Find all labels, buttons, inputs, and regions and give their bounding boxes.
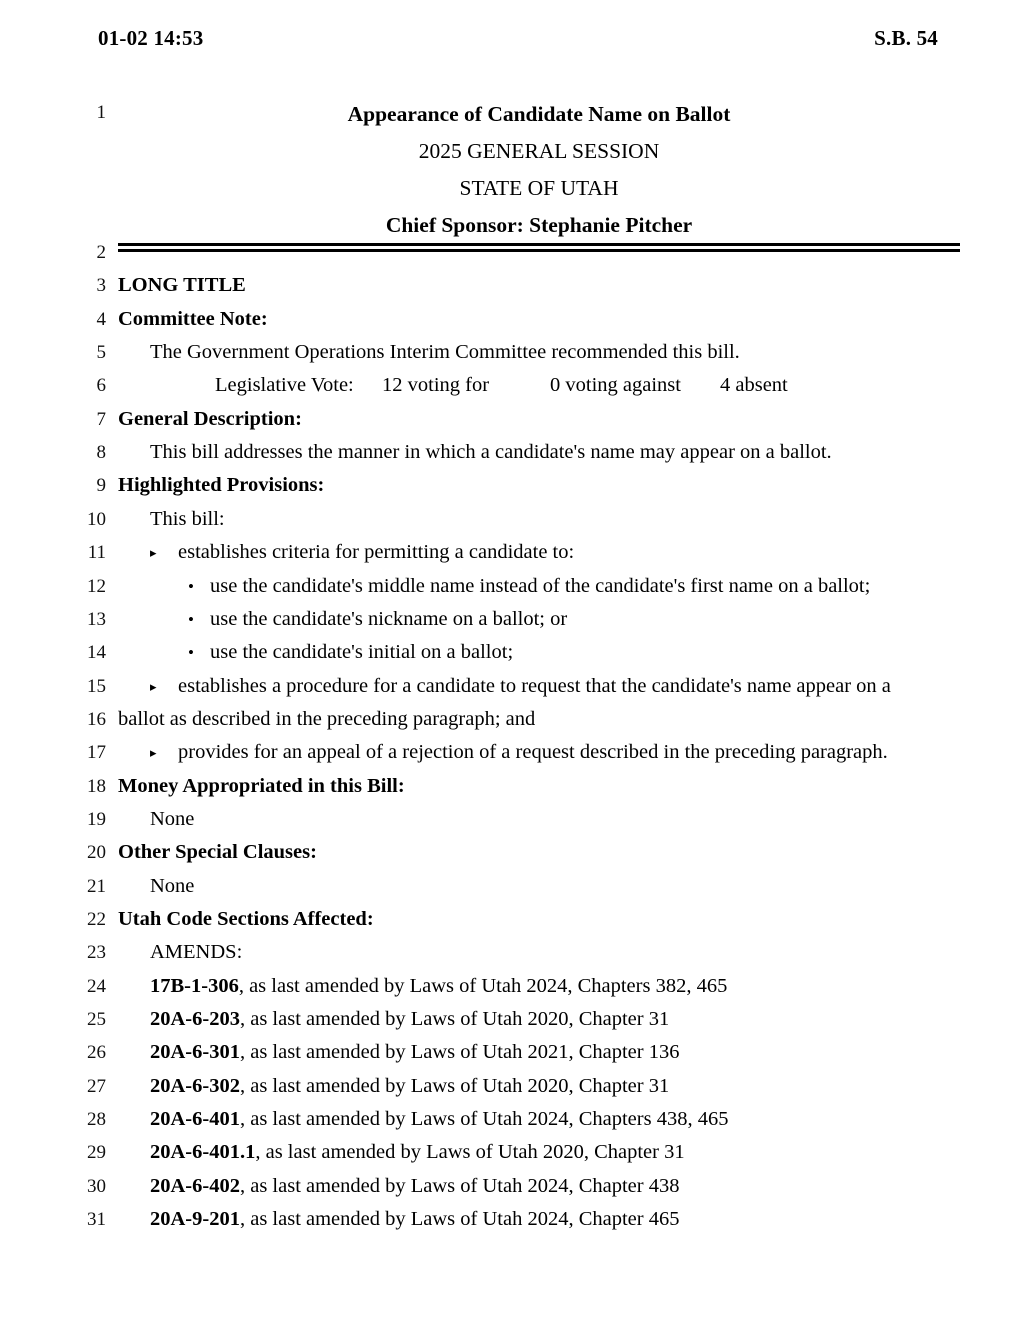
bill-line <box>0 670 1024 703</box>
section-heading: General Description: <box>118 407 302 430</box>
line-number: 23 <box>87 942 106 964</box>
code-section-number: 20A-6-203 <box>150 1008 240 1031</box>
code-section-entry <box>150 1136 1004 1169</box>
line-number: 26 <box>87 1042 106 1064</box>
bill-line <box>0 469 1024 502</box>
line-number: 2 <box>96 242 106 263</box>
code-section-entry <box>150 970 1004 1003</box>
bill-line <box>0 770 1024 803</box>
code-section-entry <box>150 1003 1004 1036</box>
bill-line-text: None <box>150 874 195 897</box>
bill-line <box>0 269 1024 302</box>
code-section-citation: , as last amended by Laws of Utah 2024, Chapters 382, 465 <box>238 974 728 997</box>
dot-bullet-icon: • <box>188 643 194 663</box>
line-number: 24 <box>87 975 106 997</box>
line-number: 11 <box>87 542 106 564</box>
section-heading: LONG TITLE <box>118 274 246 297</box>
code-section-entry <box>150 1103 1004 1136</box>
bill-line <box>0 1003 1024 1036</box>
line-number: 29 <box>87 1142 106 1164</box>
line-number: 25 <box>87 1009 106 1031</box>
bill-line <box>0 1036 1024 1069</box>
chief-sponsor: Chief Sponsor: Stephanie Pitcher <box>385 213 693 237</box>
bill-line <box>0 736 1024 769</box>
horizontal-double-rule <box>118 243 960 252</box>
code-section-entry <box>150 1070 1004 1103</box>
votes-against: 0 voting against <box>550 374 681 397</box>
document-header <box>98 26 938 51</box>
code-section-number: 20A-9-201 <box>150 1208 240 1231</box>
line-number: 13 <box>87 608 106 630</box>
triangle-bullet-icon: ▸ <box>150 678 157 694</box>
code-section-entry <box>150 1203 1004 1236</box>
line-number: 6 <box>96 375 106 397</box>
line-number: 4 <box>96 308 106 330</box>
bill-line <box>0 836 1024 869</box>
state-name: STATE OF UTAH <box>459 176 619 200</box>
legislative-vote-columns <box>215 369 788 402</box>
bill-line-text: The Government Operations Interim Committee recommended this bill. <box>150 341 740 364</box>
bill-line <box>0 903 1024 936</box>
rule-line-number-row <box>0 236 1024 269</box>
bill-title: Appearance of Candidate Name on Ballot <box>347 102 731 126</box>
votes-absent: 4 absent <box>720 374 788 397</box>
code-section-number: 20A-6-401 <box>150 1108 240 1131</box>
line-number: 14 <box>87 642 106 664</box>
bill-line-text: establishes a procedure for a candidate to request that the candidate's name appear on a <box>178 674 891 697</box>
code-section-number: 17B-1-306 <box>150 974 239 997</box>
code-section-citation: , as last amended by Laws of Utah 2024, Chapters 438, 465 <box>239 1108 729 1131</box>
bill-line-text: AMENDS: <box>150 941 243 964</box>
bill-line-text: This bill: <box>150 507 225 530</box>
legislative-vote-label: Legislative Vote: <box>215 374 354 397</box>
bill-line <box>0 703 1024 736</box>
bill-line <box>0 1170 1024 1203</box>
bill-line-text: establishes criteria for permitting a candidate to: <box>178 541 575 564</box>
header-bill-number: S.B. 54 <box>874 26 938 50</box>
code-section-entry <box>150 1170 1004 1203</box>
line-number: 27 <box>87 1075 106 1097</box>
line-number: 20 <box>87 842 106 864</box>
triangle-bullet-icon: ▸ <box>150 545 157 561</box>
bill-line-text: use the candidate's initial on a ballot; <box>210 641 514 664</box>
code-section-citation: , as last amended by Laws of Utah 2024, Chapter 465 <box>239 1208 680 1231</box>
session-name: 2025 GENERAL SESSION <box>418 139 660 163</box>
code-section-number: 20A-6-301 <box>150 1041 240 1064</box>
section-heading: Highlighted Provisions: <box>118 474 325 497</box>
line-number: 30 <box>87 1175 106 1197</box>
section-heading: Other Special Clauses: <box>118 841 317 864</box>
section-heading: Utah Code Sections Affected: <box>118 908 374 930</box>
section-heading: Committee Note: <box>118 307 268 330</box>
line-number: 17 <box>87 742 106 764</box>
line-number: 3 <box>96 275 106 297</box>
bill-line-text: None <box>150 807 195 830</box>
bill-line-text: ballot as described in the preceding paragraph; and <box>118 707 536 730</box>
line-number: 31 <box>87 1209 106 1231</box>
bill-line <box>0 1136 1024 1169</box>
line-number: 10 <box>87 508 106 530</box>
bill-title-block <box>118 96 960 244</box>
bill-line <box>0 636 1024 669</box>
line-number: 22 <box>87 909 106 930</box>
code-section-citation: , as last amended by Laws of Utah 2020, Chapter 31 <box>239 1074 670 1097</box>
bill-line <box>0 369 1024 402</box>
dot-bullet-icon: • <box>188 609 194 629</box>
line-number: 28 <box>87 1109 106 1131</box>
line-number: 8 <box>96 442 106 464</box>
bill-line <box>0 503 1024 536</box>
bill-line <box>0 536 1024 569</box>
bill-line <box>0 436 1024 469</box>
code-section-citation: , as last amended by Laws of Utah 2020, Chapter 31 <box>239 1008 670 1031</box>
line-number: 1 <box>96 102 106 123</box>
line-number: 21 <box>87 875 106 897</box>
triangle-bullet-icon: ▸ <box>150 745 157 761</box>
header-timestamp: 01-02 14:53 <box>98 26 204 50</box>
code-section-entry <box>150 1036 1004 1069</box>
bill-line <box>0 1203 1024 1236</box>
bill-line <box>0 603 1024 636</box>
line-number: 15 <box>87 675 106 697</box>
section-heading: Money Appropriated in this Bill: <box>118 774 405 797</box>
line-number: 5 <box>96 342 106 364</box>
legislative-vote-row <box>215 369 1004 402</box>
line-number: 12 <box>87 575 106 597</box>
bill-line <box>0 803 1024 836</box>
bill-line <box>0 1070 1024 1103</box>
code-section-number: 20A-6-302 <box>150 1074 240 1097</box>
code-section-citation: , as last amended by Laws of Utah 2024, Chapter 438 <box>239 1174 680 1197</box>
code-section-number: 20A-6-401.1 <box>150 1141 256 1164</box>
line-number: 18 <box>87 775 106 797</box>
code-section-citation: , as last amended by Laws of Utah 2021, Chapter 136 <box>239 1041 680 1064</box>
bill-line <box>0 303 1024 336</box>
bill-line-text: provides for an appeal of a rejection of a request described in the preceding paragraph. <box>178 741 888 764</box>
bill-line <box>0 1103 1024 1136</box>
line-number: 9 <box>96 475 106 497</box>
bill-line-text: This bill addresses the manner in which a candidate's name may appear on a ballot. <box>150 441 832 464</box>
bill-line <box>0 570 1024 603</box>
code-section-number: 20A-6-402 <box>150 1174 240 1197</box>
code-section-citation: , as last amended by Laws of Utah 2020, Chapter 31 <box>255 1141 685 1164</box>
line-number: 19 <box>87 808 106 830</box>
bill-line-text: use the candidate's middle name instead of the candidate's first name on a ballot; <box>210 574 871 597</box>
bill-line <box>0 336 1024 369</box>
dot-bullet-icon: • <box>188 576 194 596</box>
bill-line <box>0 970 1024 1003</box>
votes-for: 12 voting for <box>382 374 490 397</box>
bill-line-text: use the candidate's nickname on a ballot; or <box>210 607 568 630</box>
bill-line <box>0 936 1024 969</box>
bill-line <box>0 870 1024 903</box>
line-number: 16 <box>87 708 106 730</box>
line-number: 7 <box>96 408 106 430</box>
bill-line <box>0 403 1024 436</box>
